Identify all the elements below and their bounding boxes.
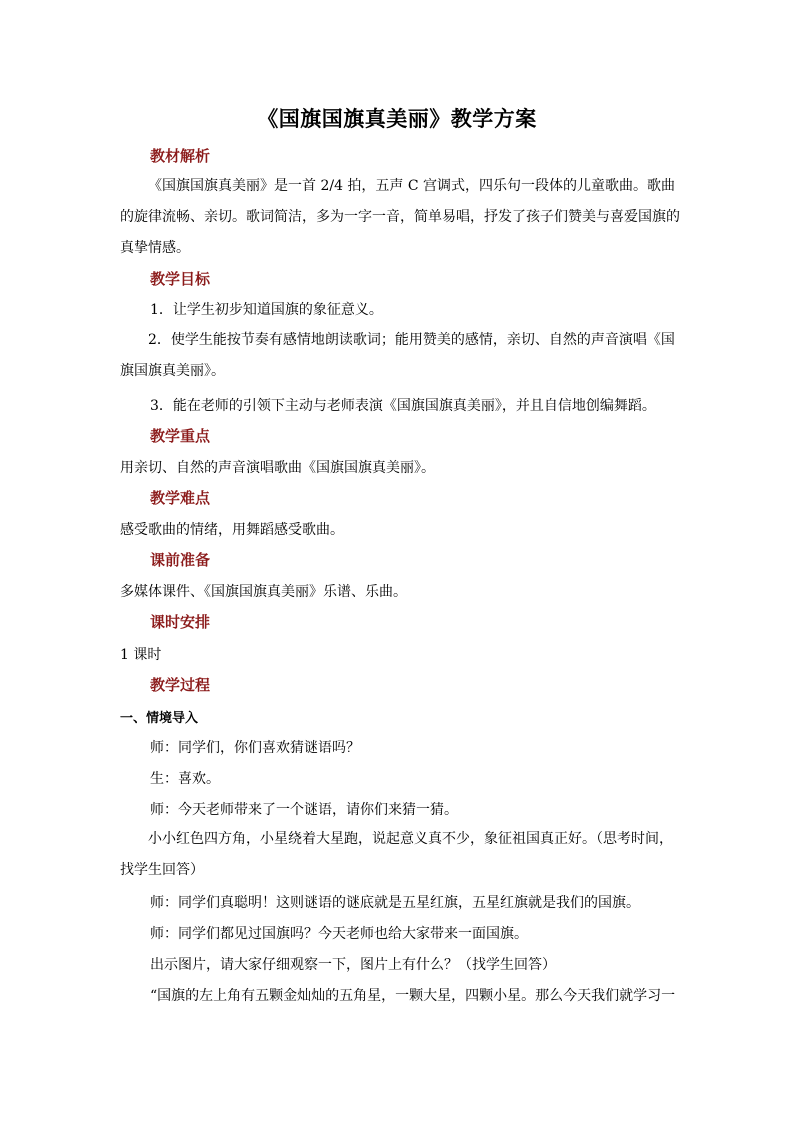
dialogue-line: 师：今天老师带来了一个谜语，请你们来猜一猜。 — [150, 802, 458, 818]
heading-goals: 教学目标 — [150, 270, 211, 288]
key-points-text: 用亲切、自然的声音演唱歌曲《国旗国旗真美丽》。 — [120, 460, 435, 476]
dialogue-line: 生：喜欢。 — [150, 771, 220, 787]
dialogue-line: 师：同学们，你们喜欢猜谜语吗？ — [150, 740, 360, 756]
dialogue-line: “国旗的左上角有五颗金灿灿的五角星，一颗大星，四颗小星。那么今天我们就学习一 — [150, 988, 676, 1004]
dialogue-line: 出示图片，请大家仔细观察一下，图片上有什么？（找学生回答） — [150, 957, 556, 973]
goal-item-3: 3．能在老师的引领下主动与老师表演《国旗国旗真美丽》，并且自信地创编舞蹈。 — [150, 398, 656, 414]
preparation-text: 多媒体课件、《国旗国旗真美丽》乐谱、乐曲。 — [120, 584, 407, 600]
dialogue-line: 师：同学们都见过国旗吗？今天老师也给大家带来一面国旗。 — [150, 926, 528, 942]
heading-analysis: 教材解析 — [150, 147, 211, 165]
analysis-paragraph: 《国旗国旗真美丽》是一首 2/4 拍，五声 C 宫调式，四乐句一段体的儿童歌曲。歌曲的旋律流畅、亲切。歌词简洁，多为一字一音，简单易唱，抒发了孩子们赞美与喜爱国旗的真挚情感。 — [120, 178, 680, 256]
dialogue-line: 师：同学们真聪明！这则谜语的谜底就是五星红旗，五星红旗就是我们的国旗。 — [150, 895, 640, 911]
difficulties-text: 感受歌曲的情绪，用舞蹈感受歌曲。 — [120, 522, 344, 538]
goal-item-2: 2．使学生能按节奏有感情地朗读歌词；能用赞美的感情，亲切、自然的声音演唱《国旗国旗真美丽》。 — [120, 332, 675, 379]
process-subheading-1: 一、情境导入 — [120, 711, 199, 726]
schedule-text: 1 课时 — [120, 647, 162, 663]
goal-item-1: 1．让学生初步知道国旗的象征意义。 — [150, 302, 383, 318]
heading-preparation: 课前准备 — [150, 551, 211, 569]
heading-schedule: 课时安排 — [150, 613, 211, 631]
heading-key-points: 教学重点 — [150, 427, 211, 445]
document-title: 《国旗国旗真美丽》教学方案 — [257, 106, 537, 131]
heading-process: 教学过程 — [150, 676, 211, 694]
heading-difficulties: 教学难点 — [150, 489, 211, 507]
riddle-paragraph: 小小红色四方角，小星绕着大星跑，说起意义真不少，象征祖国真正好。（思考时间，找学生回答） — [120, 831, 673, 878]
